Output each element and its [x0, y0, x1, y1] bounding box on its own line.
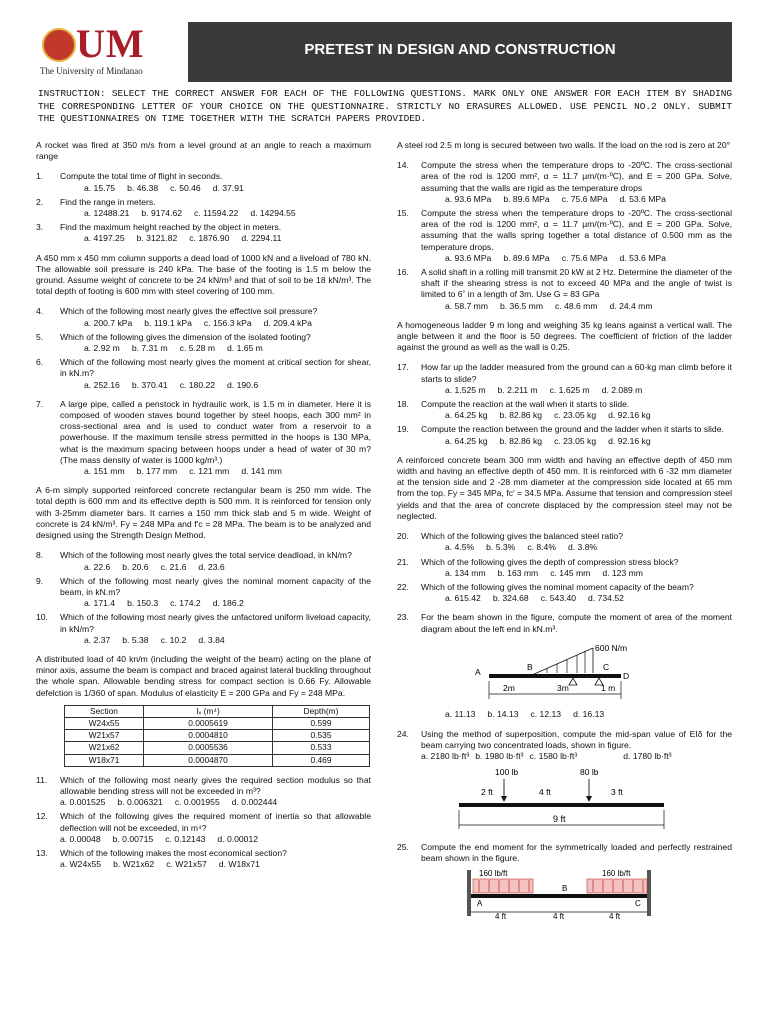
choices [397, 568, 732, 579]
question [397, 582, 732, 593]
table-cell: 0.469 [273, 754, 370, 766]
choice[interactable]: b. 5.38 [122, 634, 149, 645]
point-label: B [562, 883, 568, 893]
choice[interactable]: b. 82.86 kg [499, 410, 543, 421]
problem-intro: A rocket was fired at 350 m/s from a level ground at an angle to reach a maximum range [36, 140, 371, 162]
question-number: 7. [36, 398, 44, 409]
choice[interactable]: b. W21x62 [113, 859, 155, 870]
beam-figure-23 [397, 637, 732, 707]
section-table [64, 705, 370, 767]
choice[interactable]: d. 53.6 MPa [619, 252, 666, 263]
choice[interactable]: a. 200.7 kPa [84, 317, 133, 328]
span-label: 1 m [601, 682, 616, 693]
choice[interactable]: a. 171.4 [84, 598, 116, 609]
choice[interactable]: d. 1780 lb·ft³ [623, 751, 672, 762]
choices [36, 562, 371, 573]
choice[interactable]: c. 145 mm [550, 567, 591, 578]
choice[interactable]: c. 23.05 kg [554, 410, 597, 421]
question [36, 550, 371, 561]
question-text: Which of the following most nearly gives the unfactored uniform liveload capacity, in kN/m? [60, 612, 371, 634]
choice[interactable]: c. 75.6 MPa [561, 252, 608, 263]
choice[interactable]: d. 3.8% [567, 542, 598, 553]
choices [36, 834, 371, 845]
choice[interactable]: d. W18x71 [218, 859, 260, 870]
table-header-row [65, 705, 370, 717]
question-number: 22. [397, 581, 409, 592]
question-number: 21. [397, 556, 409, 567]
distributed-load [473, 879, 533, 893]
choice[interactable]: b. 7.31 m [131, 343, 168, 354]
question [397, 208, 732, 253]
question-text: Which of the following most nearly gives the nominal moment capacity of the beam, in kN.m? [60, 575, 371, 597]
table-cell: 0.599 [273, 717, 370, 729]
question-number: 3. [36, 222, 44, 233]
question [397, 399, 732, 410]
question-number: 20. [397, 531, 409, 542]
choice[interactable]: c. 11594.22 [194, 208, 239, 219]
choice[interactable]: b. 82.86 kg [499, 435, 543, 446]
question-number: 8. [36, 550, 44, 561]
choice[interactable]: d. 1.65 m [227, 343, 263, 354]
table-header: Depth(m) [273, 705, 370, 717]
choice[interactable]: d. 53.6 MPa [619, 193, 666, 204]
choices [36, 380, 371, 391]
logo-text: UM [76, 21, 145, 66]
choice[interactable]: a. 134 mm [445, 567, 486, 578]
question [36, 332, 371, 343]
load-label: 160 lb/ft [479, 868, 508, 878]
table-cell: W18x71 [65, 754, 144, 766]
beam [489, 674, 621, 678]
choices [36, 208, 371, 219]
point-label: C [635, 898, 641, 908]
table-row [65, 730, 370, 742]
choice[interactable]: c. 5.28 m [179, 343, 216, 354]
beam [459, 803, 664, 807]
choices [397, 751, 732, 762]
choice[interactable]: b. 9174.62 [141, 208, 183, 219]
choices [397, 709, 732, 720]
point-label: D [623, 670, 630, 681]
choices [36, 343, 371, 354]
question [36, 399, 371, 466]
question-number: 24. [397, 728, 409, 739]
question [397, 612, 732, 634]
choice[interactable]: a. 64.25 kg [445, 410, 488, 421]
question-number: 18. [397, 399, 409, 410]
span-label: 4 ft [539, 786, 551, 797]
choices [397, 301, 732, 312]
question-text: Which of the following gives the nominal moment capacity of the beam? [421, 581, 694, 592]
fixed-wall-icon [647, 870, 651, 916]
choice[interactable]: a. 151 mm [84, 466, 125, 477]
choice[interactable]: a. 22.6 [84, 561, 111, 572]
choice[interactable]: a. 12488.21 [84, 208, 130, 219]
question-text: Which of the following most nearly gives the effective soil pressure? [60, 306, 318, 317]
table-cell: 0.0004870 [144, 754, 273, 766]
choices [397, 253, 732, 264]
question [397, 557, 732, 568]
choice[interactable]: b. 36.5 mm [500, 300, 543, 311]
choice[interactable]: a. 93.6 MPa [445, 252, 492, 263]
fixed-wall-icon [467, 870, 471, 916]
choice[interactable]: a. 11.13 [445, 708, 476, 719]
question-text: For the beam shown in the figure, compute the moment of area of the moment diagram about the left end in kN.m³. [421, 612, 732, 634]
choice[interactable]: c. 1580 lb·ft³ [529, 751, 578, 762]
choices [36, 318, 371, 329]
choice[interactable]: d. 186.2 [212, 598, 244, 609]
question-text: Which of the following most nearly gives the required section modulus so that allowable bending stress will not be exceeded in m³? [60, 774, 371, 796]
page-title: PRETEST IN DESIGN AND CONSTRUCTION [304, 41, 616, 58]
load-line [532, 648, 593, 675]
choice[interactable]: c. 0.12143 [165, 833, 206, 844]
choice[interactable]: a. 615.42 [445, 593, 481, 604]
table-cell: 0.0004810 [144, 730, 273, 742]
question-text: Compute the reaction at the wall when it starts to slide. [421, 399, 630, 410]
problem-intro: A homogeneous ladder 9 m long and weighing 35 kg leans against a vertical wall. The angle between it and the floor is 50 degrees. The coefficient of friction of the ladder against the ground as well as the wall is 0.25. [397, 319, 732, 353]
question-text: How far up the ladder measured from the ground can a 60-kg man climb before it starts to slide? [421, 362, 732, 384]
choices [36, 233, 371, 244]
table-cell: 0.0005619 [144, 717, 273, 729]
choice[interactable]: a. 93.6 MPa [445, 193, 492, 204]
choice[interactable]: c. 8.4% [527, 542, 556, 553]
choice[interactable]: d. 2.089 m [601, 384, 643, 395]
choice[interactable]: b. 46.38 [127, 182, 159, 193]
point-label: B [527, 661, 533, 672]
question [397, 531, 732, 542]
choice[interactable]: c. 174.2 [170, 598, 201, 609]
beam-figure-25 [397, 866, 732, 922]
choice[interactable]: a. 2.37 [84, 634, 111, 645]
problem-intro: A distributed load of 40 kn/m (including the weight of the beam) acting on the plane of minor axis, assume the beam is compact and braced against lateral buckling throughout the whole span. Allowable bending stress for compact section is 0.66 Fy. Allowable defelction is 1/360 of span. Modulus of elasticity E = 200 GPa and Fy = 248 MPa. [36, 653, 371, 698]
choice[interactable]: c. 156.3 kPa [203, 317, 252, 328]
choice[interactable]: c. 180.22 [179, 379, 216, 390]
distributed-load [587, 879, 647, 893]
question-text: Which of the following gives the dimension of the isolated footing? [60, 331, 311, 342]
arrow-head-icon [501, 796, 507, 802]
table-cell: W21x62 [65, 742, 144, 754]
point-label: A [477, 898, 483, 908]
question-text: Which of the following gives the depth of compression stress block? [421, 556, 679, 567]
logo-subtitle: The University of Mindanao [40, 66, 143, 76]
load-label: 100 lb [495, 766, 519, 777]
choice[interactable]: a. 2180 lb·ft³ [421, 751, 470, 762]
choice[interactable]: b. 5.3% [486, 542, 516, 553]
question-number: 4. [36, 306, 44, 317]
choice[interactable]: c. 48.6 mm [555, 300, 598, 311]
table-cell: W24x55 [65, 717, 144, 729]
table-row [65, 742, 370, 754]
table-header: Iₓ (m⁴) [144, 705, 273, 717]
table-cell: 0.0005536 [144, 742, 273, 754]
choice[interactable]: a. 2.92 m [84, 343, 120, 354]
question-number: 9. [36, 575, 44, 586]
question [36, 306, 371, 317]
span-label: 4 ft [609, 911, 621, 921]
question-number: 15. [397, 208, 409, 219]
span-label: 4 ft [553, 911, 565, 921]
choices [36, 183, 371, 194]
question-text: Which of the following most nearly gives the total service deadload, in kN/m? [60, 550, 352, 561]
choice[interactable]: d. 24.4 mm [609, 300, 653, 311]
choice[interactable]: d. 3.84 [198, 634, 225, 645]
choice[interactable]: d. 37.91 [212, 182, 244, 193]
choices [36, 797, 371, 808]
choice[interactable]: b. 20.6 [122, 561, 149, 572]
choice[interactable]: b. 2.211 m [497, 384, 538, 395]
choice[interactable]: b. 163 mm [497, 567, 539, 578]
choice[interactable]: a. 0.00048 [60, 833, 101, 844]
question-text: Find the maximum height reached by the object in meters. [60, 222, 282, 233]
beam-figure-24 [397, 765, 732, 839]
table-header: Section [65, 705, 144, 717]
choice[interactable]: b. 324.68 [492, 593, 529, 604]
choice[interactable]: b. 1980 lb·ft³ [475, 751, 524, 762]
question-number: 14. [397, 160, 409, 171]
choice[interactable]: d. 734.52 [588, 593, 624, 604]
header-bar [36, 22, 732, 82]
choice[interactable]: c. 50.46 [170, 182, 201, 193]
question-text: Compute the reaction between the ground and the ladder when it starts to slide. [421, 424, 724, 435]
question-number: 19. [397, 424, 409, 435]
problem-intro: A 450 mm x 450 mm column supports a dead load of 1000 kN and a liveload of 780 kN. The allowable soil pressure is 240 kPa. The base of the footing is 1.5 m below the ground. Assume weight of concrete to be 24 kN/m³ and that of soil to be 18 kN/m³. The total depth of footing is 600 mm with steel covering of 100 mm. [36, 252, 371, 297]
choice[interactable]: d. 16.13 [573, 708, 605, 719]
choice[interactable]: a. 4.5% [445, 542, 475, 553]
question [36, 775, 371, 797]
problem-intro: A steel rod 2.5 m long is secured between two walls. If the load on the rod is zero at 20° [397, 140, 731, 150]
question-number: 5. [36, 331, 44, 342]
choice[interactable]: c. 121 mm [189, 466, 230, 477]
choice[interactable]: b. 89.6 MPa [503, 193, 550, 204]
choices [36, 859, 371, 870]
choice[interactable]: c. 75.6 MPa [561, 193, 608, 204]
choice[interactable]: d. 209.4 kPa [263, 317, 312, 328]
choice[interactable]: a. 1.525 m [445, 384, 486, 395]
choice[interactable]: c. 1.625 m [549, 384, 590, 395]
question-number: 2. [36, 196, 44, 207]
problem-intro: A reinforced concrete beam 300 mm width and having an effective depth of 450 mm width and having an effective depth of 450 mm. It is reinforced with 6 -32 mm diameter at the tension side and 2 -28 mm diameter at the compression side located at 65 mm from the top. Fy = 345 MPa, fc' = 34.5 MPa. Assume that tension and compression steel yields and that the area of concrete displaced by the compression steel may not be neglected. [397, 454, 732, 521]
choices [397, 542, 732, 553]
choice[interactable]: d. 0.002444 [231, 797, 278, 808]
choices [397, 593, 732, 604]
question-number: 17. [397, 362, 409, 373]
question [36, 197, 371, 208]
choice[interactable]: b. 177 mm [136, 466, 178, 477]
problem-intro: A 6-m simply supported reinforced concrete rectangular beam is 250 mm wide. The total depth is 600 mm and its effective depth is 500 mm. It is reinforced for tension only with 3-25mm diameter bars. It carries a 150 mm thick slab and 5 m wide. Weight of concrete is 24 kN/m³. Fy = 248 MPa and f'c = 28 MPa. The beam is to be analyzed and designed using the Strength Design Method. [36, 485, 371, 541]
choice[interactable]: c. 12.13 [530, 708, 562, 719]
question [36, 612, 371, 634]
choice[interactable]: a. 58.7 mm [445, 300, 488, 311]
choice[interactable]: b. 0.00715 [112, 833, 154, 844]
question-number: 12. [36, 811, 48, 822]
choice[interactable]: c. 23.05 kg [554, 435, 597, 446]
choice[interactable]: a. 4197.25 [84, 233, 125, 244]
question-text: Which of the following makes the most economical section? [60, 847, 287, 858]
question-number: 16. [397, 267, 409, 278]
choice[interactable]: c. 0.001955 [174, 797, 220, 808]
choice[interactable]: c. 21.6 [160, 561, 187, 572]
question-text: Find the range in meters. [60, 196, 156, 207]
choice[interactable]: d. 0.00012 [217, 833, 259, 844]
arrow-head-icon [586, 796, 592, 802]
university-logo [36, 22, 188, 82]
right-column [397, 140, 732, 924]
question-text: Using the method of superposition, compute the mid-span value of EIδ for the beam carrying two concentrated loads, shown in figure. [421, 728, 732, 751]
choice[interactable]: a. 0.001525 [60, 797, 106, 808]
question-text: Which of the following gives the balanced steel ratio? [421, 531, 624, 542]
choice[interactable]: b. 150.3 [127, 598, 159, 609]
question-text: Compute the stress when the temperature drops to -20ºC. The cross-sectional area of the rod is 1200 mm², α = 11.7 µm/(m·ºC), and E = 200 GPa. Solve, assuming that the walls spring together a total distance of 0.500 mm as the temperature drops. [421, 208, 732, 252]
point-label: C [603, 661, 610, 672]
table-cell: 0.533 [273, 742, 370, 754]
choice[interactable]: a. 64.25 kg [445, 435, 488, 446]
choice[interactable]: a. 252.16 [84, 379, 120, 390]
question [36, 576, 371, 598]
choice[interactable]: c. W21x57 [166, 859, 207, 870]
instructions: INSTRUCTION: SELECT THE CORRECT ANSWER FOR EACH OF THE FOLLOWING QUESTIONS. MARK ONLY ONE ANSWER FOR EACH ITEM BY SHADING THE CORRESPONDING LETTER OF YOUR CHOICE ON THE QUESTIONNAIRE. STRICTLY NO ERASURES ALLOWED. USE PENCIL NO.2 ONLY. SUBMIT THE QUESTIONNAIRES ON TIME TOGETHER WITH THE SCRATCH PAPERS PROVIDED. [38, 88, 732, 125]
question-text: Compute the stress when the temperature drops to -20ºC. The cross-sectional area of the rod is 1200 mm², α = 11.7 µm/(m·ºC), and E = 200 GPa. Solve, assuming that the walls are rigid as the temperature drops [421, 160, 732, 193]
point-label: A [475, 666, 481, 677]
choice[interactable]: a. 15.75 [84, 182, 116, 193]
question [397, 424, 732, 435]
question-number: 10. [36, 612, 48, 623]
span-label: 9 ft [553, 813, 566, 824]
choices [36, 635, 371, 646]
choice[interactable]: a. W24x55 [60, 859, 102, 870]
choice[interactable]: d. 92.16 kg [608, 435, 651, 446]
question [36, 848, 371, 859]
span-label: 2 ft [481, 786, 493, 797]
question [36, 357, 371, 379]
beam [471, 894, 647, 898]
question [36, 222, 371, 233]
question [397, 362, 732, 384]
choice[interactable]: b. 89.6 MPa [503, 252, 550, 263]
choice[interactable]: d. 92.16 kg [608, 410, 651, 421]
question-number: 1. [36, 171, 44, 182]
choices [36, 466, 371, 477]
choices [397, 385, 732, 396]
choices [36, 598, 371, 609]
question [397, 729, 732, 751]
choice[interactable]: b. 119.1 kPa [144, 317, 192, 328]
question-text: Which of the following gives the required moment of inertia so that allowable deflection will not be exceeded, in m⁴? [60, 811, 371, 833]
question [397, 160, 732, 194]
choice[interactable]: b. 3121.82 [136, 233, 178, 244]
question [397, 842, 732, 864]
choice[interactable]: d. 14294.55 [250, 208, 296, 219]
left-column [36, 140, 371, 870]
choices [397, 410, 732, 421]
question-text: Compute the end moment for the symmetrically loaded and perfectly restrained beam shown in the figure. [421, 841, 732, 863]
question-number: 13. [36, 847, 48, 858]
question [36, 171, 371, 182]
span-label: 3 ft [611, 786, 623, 797]
choice[interactable]: d. 190.6 [227, 379, 259, 390]
choices [397, 436, 732, 447]
choice[interactable]: d. 23.6 [198, 561, 225, 572]
choice[interactable]: b. 370.41 [131, 379, 168, 390]
span-label: 4 ft [495, 911, 507, 921]
table-cell: 0.535 [273, 730, 370, 742]
span-label: 3m [557, 682, 569, 693]
choice[interactable]: d. 2294.11 [241, 233, 282, 244]
choice[interactable]: c. 1876.90 [189, 233, 230, 244]
question-number: 25. [397, 841, 409, 852]
load-label: 80 lb [580, 766, 599, 777]
table-row [65, 717, 370, 729]
question-text: A solid shaft in a rolling mill transmit 20 kW at 2 Hz. Determine the diameter of the shaft if the shearing stress is not to exceed 40 MPa and the angle of twist is limited to 6˚ in a length of 3m. Use G = 83 GPa [421, 267, 732, 300]
load-label: 600 N/m [595, 642, 628, 653]
table-row [65, 754, 370, 766]
choice[interactable]: c. 543.40 [540, 593, 577, 604]
table-cell: W21x57 [65, 730, 144, 742]
question-text: A large pipe, called a penstock in hydraulic work, is 1.5 m in diameter. Here it is composed of wooden staves bound together by steel hoops, each 300 mm² in cross-sectional area and is used to conduct water from a reservoir to a powerhouse. If the maximum tensile stress permitted in the hoops is 130 MPa, what is the maximum spacing between hoops under a head of water of 30 m? (The mass density of water is 1000 kg/m³.) [60, 398, 371, 465]
question [36, 811, 371, 833]
choice[interactable]: c. 10.2 [160, 634, 187, 645]
choice[interactable]: d. 141 mm [241, 466, 282, 477]
question-number: 23. [397, 612, 409, 623]
question-text: Compute the total time of flight in seconds. [60, 171, 223, 182]
support-icon [569, 678, 577, 685]
question-number: 6. [36, 357, 44, 368]
load-label: 160 lb/ft [602, 868, 631, 878]
choice[interactable]: b. 14.13 [487, 708, 519, 719]
seal-icon [42, 28, 76, 62]
question-text: Which of the following most nearly gives the moment at critical section for shear, in kN.m? [60, 357, 371, 379]
choice[interactable]: d. 123 mm [602, 567, 643, 578]
choice[interactable]: b. 0.006321 [117, 797, 163, 808]
choices [397, 194, 732, 205]
span-label: 2m [503, 682, 515, 693]
question [397, 267, 732, 301]
question-number: 11. [36, 774, 48, 785]
